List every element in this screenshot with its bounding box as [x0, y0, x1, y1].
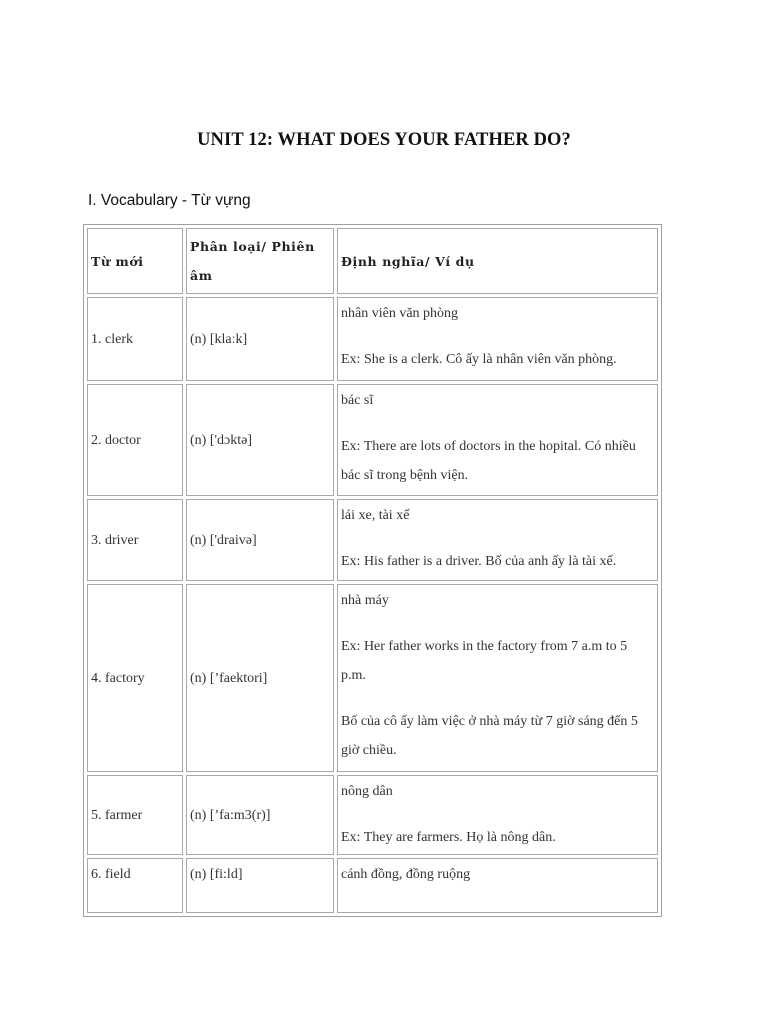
- word-cell: 5. farmer: [87, 775, 183, 855]
- pronunciation-cell: (n) [klaːk]: [186, 297, 334, 381]
- word-cell: 2. doctor: [87, 384, 183, 496]
- section-heading: I. Vocabulary - Từ vựng: [88, 192, 251, 209]
- header-word: Từ mới: [87, 228, 183, 294]
- pronunciation-cell: (n) [’faektori]: [186, 584, 334, 772]
- pronunciation-cell: (n) [’fa:m3(r)]: [186, 775, 334, 855]
- definition-cell: [337, 297, 658, 381]
- meaning-text: bác sĩ: [341, 393, 374, 408]
- meaning-text: lái xe, tài xế: [341, 508, 410, 523]
- pronunciation-cell: (n) ['dɔktə]: [186, 384, 334, 496]
- page-title: UNIT 12: WHAT DOES YOUR FATHER DO?: [197, 130, 571, 150]
- pronunciation-cell: (n) [fi:ld]: [186, 858, 334, 913]
- example-text: Ex: She is a clerk. Cô ấy là nhân viên văn phòng.: [341, 352, 617, 367]
- table-row: [87, 384, 658, 496]
- definition-cell: [337, 584, 658, 772]
- meaning-text: nông dân: [341, 784, 393, 799]
- example-text: Ex: Her father works in the factory from 7 a.m to 5 p.m.: [341, 639, 628, 683]
- meaning-text: nhà máy: [341, 593, 389, 608]
- vocabulary-table: [83, 224, 662, 917]
- table-row: [87, 499, 658, 581]
- table-row: [87, 584, 658, 772]
- table-row: [87, 297, 658, 381]
- meaning-text: nhân viên văn phòng: [341, 306, 459, 321]
- example-text: Ex: There are lots of doctors in the hopital. Có nhiều bác sĩ trong bệnh viện.: [341, 439, 636, 483]
- word-cell: 6. field: [87, 858, 183, 913]
- word-cell: 4. factory: [87, 584, 183, 772]
- meaning-text: cánh đồng, đồng ruộng: [341, 867, 471, 882]
- table-row: [87, 858, 658, 913]
- pronunciation-cell: (n) ['draivə]: [186, 499, 334, 581]
- definition-cell: [337, 858, 658, 913]
- definition-cell: [337, 499, 658, 581]
- example-text: Ex: His father is a driver. Bố của anh ấy là tài xế.: [341, 554, 617, 569]
- header-type-pronunciation: Phân loại/ Phiên âm: [186, 228, 334, 294]
- word-cell: 1. clerk: [87, 297, 183, 381]
- example-translation-text: Bố của cô ấy làm việc ở nhà máy từ 7 giờ sáng đến 5 giờ chiều.: [341, 714, 638, 758]
- word-cell: 3. driver: [87, 499, 183, 581]
- definition-cell: [337, 775, 658, 855]
- example-text: Ex: They are farmers. Họ là nông dân.: [341, 830, 556, 845]
- table-row: [87, 775, 658, 855]
- definition-cell: [337, 384, 658, 496]
- table-header-row: [87, 228, 658, 294]
- header-definition-example: Định nghĩa/ Ví dụ: [337, 228, 658, 294]
